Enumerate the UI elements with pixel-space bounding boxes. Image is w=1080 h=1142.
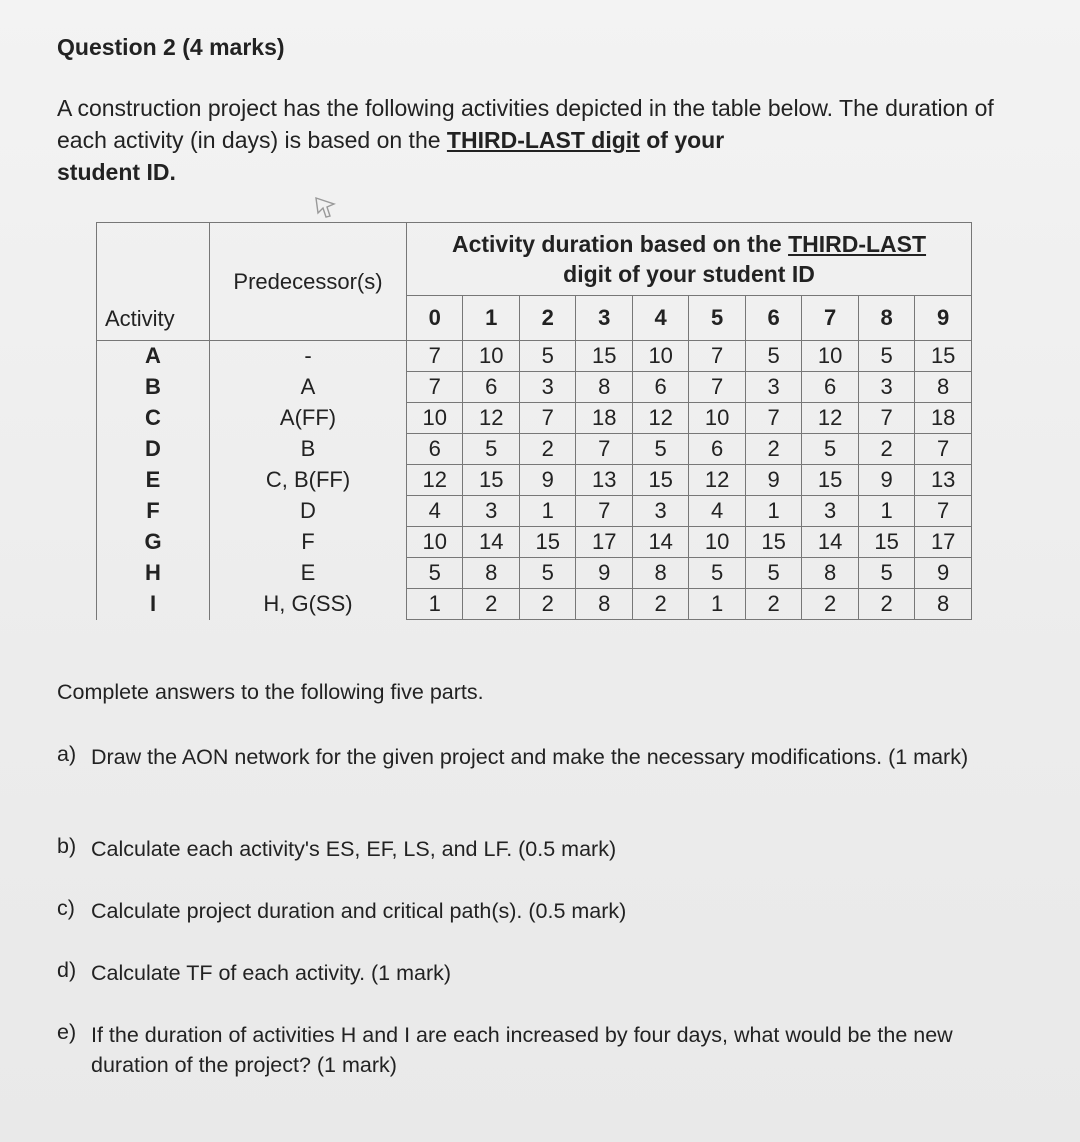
duration-cell: 9 [519, 465, 575, 496]
duration-cell: 12 [689, 465, 745, 496]
duration-cell: 1 [745, 496, 801, 527]
predecessor-cell: E [210, 558, 407, 589]
table-row [97, 589, 972, 620]
duration-cell: 5 [519, 341, 575, 372]
predecessor-cell: B [210, 434, 407, 465]
activity-cell: A [97, 341, 210, 372]
duration-cell: 12 [632, 403, 688, 434]
part-label: c) [57, 896, 75, 920]
part-text: Draw the AON network for the given project and make the necessary modifications. (1 mark) [91, 745, 969, 769]
table-row [97, 558, 972, 589]
duration-cell: 7 [407, 372, 463, 403]
duration-cell: 5 [802, 434, 858, 465]
duration-cell: 17 [576, 527, 632, 558]
duration-cell: 1 [519, 496, 575, 527]
digit-header-6: 6 [745, 296, 801, 341]
activity-cell: H [97, 558, 210, 589]
part-text: Calculate project duration and critical path(s). (0.5 mark) [91, 899, 627, 923]
duration-cell: 9 [745, 465, 801, 496]
duration-cell: 8 [632, 558, 688, 589]
duration-cell: 7 [745, 403, 801, 434]
predecessor-cell: F [210, 527, 407, 558]
activity-cell: C [97, 403, 210, 434]
duration-cell: 9 [858, 465, 914, 496]
duration-cell: 9 [576, 558, 632, 589]
activity-cell: F [97, 496, 210, 527]
header-duration-emphasis: THIRD-LAST [788, 231, 927, 257]
duration-cell: 4 [689, 496, 745, 527]
duration-cell: 3 [463, 496, 519, 527]
duration-cell: 2 [858, 434, 914, 465]
duration-cell: 6 [463, 372, 519, 403]
digit-header-9: 9 [915, 296, 972, 341]
duration-cell: 10 [632, 341, 688, 372]
part-label: a) [57, 742, 77, 766]
duration-cell: 3 [632, 496, 688, 527]
duration-cell: 15 [745, 527, 801, 558]
table-row [97, 372, 972, 403]
digit-header-8: 8 [858, 296, 914, 341]
duration-cell: 6 [407, 434, 463, 465]
duration-cell: 10 [689, 403, 745, 434]
table-row [97, 341, 972, 372]
duration-cell: 13 [576, 465, 632, 496]
duration-cell: 5 [632, 434, 688, 465]
duration-cell: 15 [632, 465, 688, 496]
duration-cell: 2 [632, 589, 688, 620]
table-row [97, 465, 972, 496]
parts-lead: Complete answers to the following five parts. [57, 680, 484, 704]
duration-cell: 15 [576, 341, 632, 372]
duration-cell: 5 [689, 558, 745, 589]
predecessor-cell: H, G(SS) [210, 589, 407, 620]
duration-cell: 10 [407, 527, 463, 558]
duration-cell: 5 [407, 558, 463, 589]
duration-cell: 1 [858, 496, 914, 527]
duration-cell: 7 [915, 496, 972, 527]
mouse-pointer-icon [314, 196, 340, 222]
duration-cell: 8 [915, 372, 972, 403]
predecessor-cell: A [210, 372, 407, 403]
duration-cell: 2 [463, 589, 519, 620]
header-duration [407, 223, 972, 296]
intro-emphasis: THIRD-LAST digit [446, 127, 640, 153]
duration-cell: 8 [576, 372, 632, 403]
digit-header-2: 2 [519, 296, 575, 341]
duration-cell: 14 [632, 527, 688, 558]
part-text: If the duration of activities H and I are each increased by four days, what would be the new duration of the project? (1 mark) [91, 1023, 953, 1077]
duration-cell: 5 [858, 341, 914, 372]
part-label: b) [57, 834, 77, 858]
duration-cell: 9 [915, 558, 972, 589]
predecessor-cell: - [210, 341, 407, 372]
duration-cell: 1 [689, 589, 745, 620]
duration-cell: 14 [802, 527, 858, 558]
duration-cell: 10 [689, 527, 745, 558]
duration-cell: 3 [745, 372, 801, 403]
part-label: d) [57, 958, 77, 982]
duration-cell: 3 [519, 372, 575, 403]
activity-cell: B [97, 372, 210, 403]
part-text: Calculate TF of each activity. (1 mark) [91, 961, 452, 985]
duration-cell: 12 [407, 465, 463, 496]
duration-cell: 13 [915, 465, 972, 496]
duration-cell: 8 [802, 558, 858, 589]
duration-cell: 7 [915, 434, 972, 465]
duration-cell: 12 [802, 403, 858, 434]
duration-cell: 17 [915, 527, 972, 558]
duration-cell: 2 [745, 589, 801, 620]
intro-paragraph [57, 92, 1017, 188]
duration-cell: 15 [519, 527, 575, 558]
header-duration-text-1: Activity duration based on the [451, 231, 789, 257]
duration-cell: 3 [802, 496, 858, 527]
duration-cell: 2 [858, 589, 914, 620]
duration-cell: 7 [689, 341, 745, 372]
digit-header-4: 4 [632, 296, 688, 341]
predecessor-cell: A(FF) [210, 403, 407, 434]
duration-cell: 7 [576, 496, 632, 527]
duration-cell: 4 [407, 496, 463, 527]
duration-cell: 10 [463, 341, 519, 372]
predecessor-cell: C, B(FF) [210, 465, 407, 496]
intro-text-2: of your [639, 127, 725, 153]
duration-cell: 10 [407, 403, 463, 434]
table-row [97, 527, 972, 558]
activity-cell: E [97, 465, 210, 496]
duration-cell: 5 [745, 341, 801, 372]
duration-cell: 2 [519, 589, 575, 620]
table-row [97, 403, 972, 434]
duration-cell: 6 [802, 372, 858, 403]
duration-cell: 7 [407, 341, 463, 372]
duration-cell: 6 [689, 434, 745, 465]
digit-header-3: 3 [576, 296, 632, 341]
duration-cell: 7 [519, 403, 575, 434]
duration-cell: 8 [463, 558, 519, 589]
duration-cell: 18 [576, 403, 632, 434]
part-text: Calculate each activity's ES, EF, LS, and LF. (0.5 mark) [91, 837, 617, 861]
activity-cell: D [97, 434, 210, 465]
digit-header-1: 1 [463, 296, 519, 341]
duration-cell: 15 [858, 527, 914, 558]
table-row [97, 434, 972, 465]
duration-cell: 5 [745, 558, 801, 589]
question-title: Question 2 (4 marks) [57, 34, 285, 60]
part-label: e) [57, 1020, 77, 1044]
duration-cell: 18 [915, 403, 972, 434]
duration-cell: 5 [858, 558, 914, 589]
header-predecessor: Predecessor(s) [210, 223, 407, 341]
duration-cell: 10 [802, 341, 858, 372]
duration-cell: 1 [407, 589, 463, 620]
duration-cell: 7 [858, 403, 914, 434]
digit-header-0: 0 [407, 296, 463, 341]
duration-cell: 15 [915, 341, 972, 372]
predecessor-cell: D [210, 496, 407, 527]
duration-cell: 7 [576, 434, 632, 465]
header-activity: Activity [97, 223, 210, 341]
duration-cell: 5 [463, 434, 519, 465]
duration-cell: 6 [632, 372, 688, 403]
duration-cell: 2 [745, 434, 801, 465]
activity-table [96, 222, 972, 620]
table-row [97, 496, 972, 527]
activity-cell: I [97, 589, 210, 620]
duration-cell: 5 [519, 558, 575, 589]
duration-cell: 12 [463, 403, 519, 434]
duration-cell: 2 [802, 589, 858, 620]
digit-header-5: 5 [689, 296, 745, 341]
activity-cell: G [97, 527, 210, 558]
intro-text-3: student ID. [57, 159, 176, 185]
duration-cell: 15 [463, 465, 519, 496]
duration-cell: 7 [689, 372, 745, 403]
header-duration-text-2: digit of your student ID [563, 261, 815, 287]
duration-cell: 8 [576, 589, 632, 620]
duration-cell: 2 [519, 434, 575, 465]
duration-cell: 15 [802, 465, 858, 496]
intro-text-1: A construction project has the following activities depicted in the table below. The duration of each activity (in days) is based on the [57, 95, 994, 153]
duration-cell: 3 [858, 372, 914, 403]
duration-cell: 8 [915, 589, 972, 620]
duration-cell: 14 [463, 527, 519, 558]
digit-header-7: 7 [802, 296, 858, 341]
